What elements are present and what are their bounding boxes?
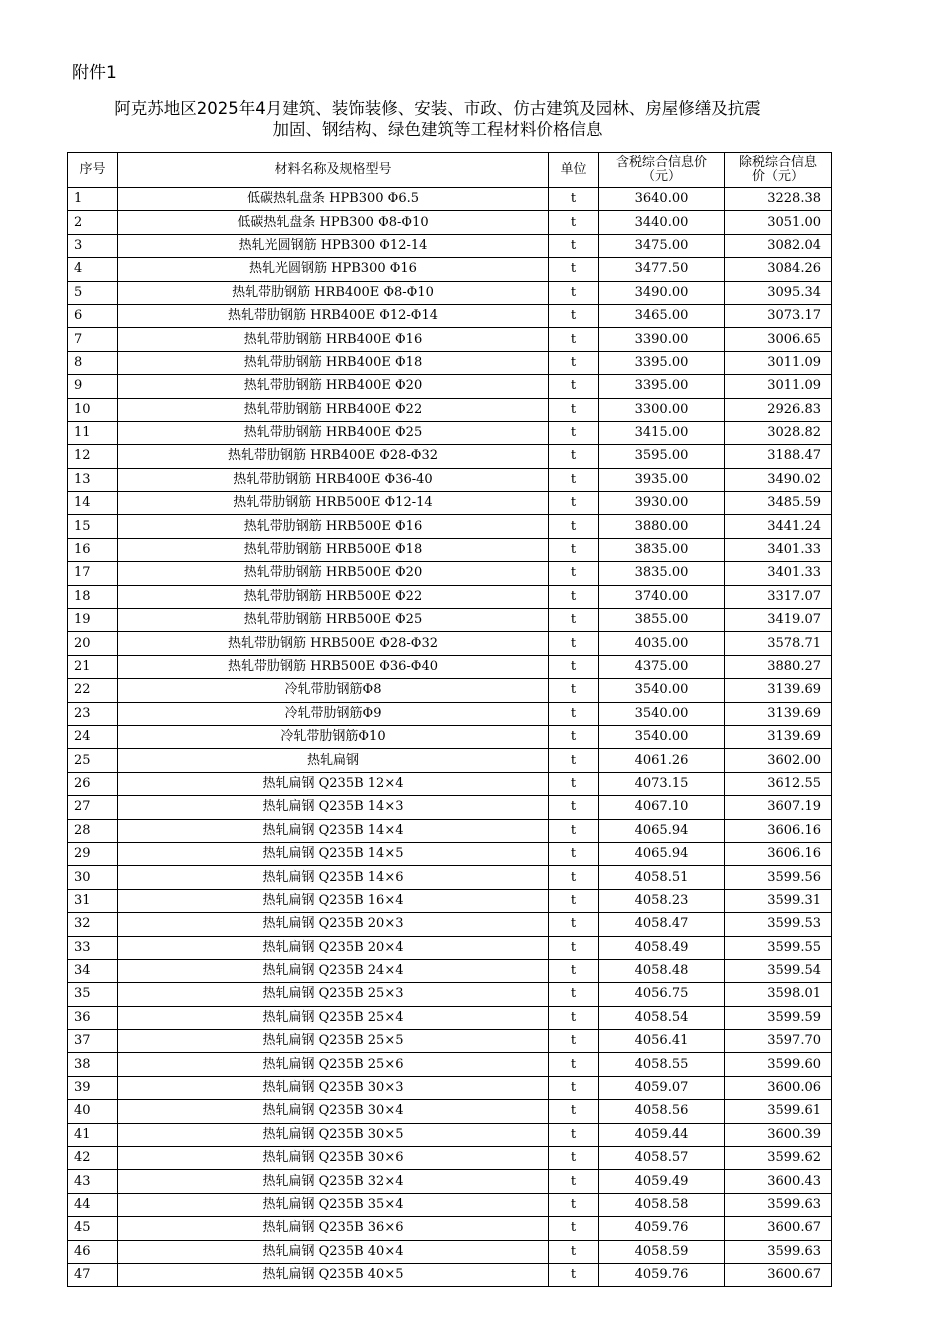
cell-unit: t <box>549 702 599 725</box>
table-row <box>68 702 832 725</box>
cell-material-name: 热轧扁钢 Q235B 20×3 <box>118 913 549 936</box>
table-row <box>68 1240 832 1263</box>
table-header-row <box>68 153 832 188</box>
table-row <box>68 468 832 491</box>
cell-price-without-tax: 3028.82 <box>725 421 832 444</box>
cell-index: 27 <box>68 796 118 819</box>
cell-material-name: 热轧扁钢 Q235B 30×6 <box>118 1147 549 1170</box>
table-row <box>68 1076 832 1099</box>
cell-price-without-tax: 3401.33 <box>725 562 832 585</box>
cell-price-without-tax: 3011.09 <box>725 375 832 398</box>
cell-price-with-tax: 4056.41 <box>599 1030 725 1053</box>
cell-unit: t <box>549 281 599 304</box>
table-row <box>68 655 832 678</box>
cell-material-name: 热轧带肋钢筋 HRB400E Φ8-Φ10 <box>118 281 549 304</box>
cell-unit: t <box>549 609 599 632</box>
cell-unit: t <box>549 725 599 748</box>
cell-price-without-tax: 3607.19 <box>725 796 832 819</box>
header-price-with-tax <box>599 153 725 188</box>
cell-material-name: 热轧带肋钢筋 HRB400E Φ16 <box>118 328 549 351</box>
cell-unit: t <box>549 796 599 819</box>
header-price-with-tax-line1: 含税综合信息价 <box>615 155 707 170</box>
cell-price-with-tax: 3395.00 <box>599 351 725 374</box>
cell-material-name: 热轧扁钢 Q235B 12×4 <box>118 772 549 795</box>
cell-unit: t <box>549 913 599 936</box>
cell-index: 20 <box>68 632 118 655</box>
cell-unit: t <box>549 749 599 772</box>
table-row <box>68 304 832 327</box>
header-unit: 单位 <box>549 153 599 188</box>
cell-price-without-tax: 3578.71 <box>725 632 832 655</box>
cell-price-with-tax: 4059.07 <box>599 1076 725 1099</box>
cell-material-name: 低碳热轧盘条 HPB300 Φ6.5 <box>118 188 549 211</box>
cell-price-with-tax: 4056.75 <box>599 983 725 1006</box>
table-row <box>68 936 832 959</box>
cell-material-name: 热轧扁钢 Q235B 36×6 <box>118 1217 549 1240</box>
cell-price-without-tax: 3599.61 <box>725 1100 832 1123</box>
cell-index: 16 <box>68 538 118 561</box>
cell-price-with-tax: 3477.50 <box>599 258 725 281</box>
cell-price-with-tax: 4058.23 <box>599 889 725 912</box>
table-row <box>68 1170 832 1193</box>
cell-index: 6 <box>68 304 118 327</box>
cell-index: 17 <box>68 562 118 585</box>
table-row <box>68 889 832 912</box>
cell-price-without-tax: 2926.83 <box>725 398 832 421</box>
table-row <box>68 421 832 444</box>
cell-price-with-tax: 4058.48 <box>599 959 725 982</box>
table-row <box>68 188 832 211</box>
header-price-without-tax-line1: 除税综合信息 <box>738 155 817 170</box>
cell-index: 1 <box>68 188 118 211</box>
cell-material-name: 热轧光圆钢筋 HPB300 Φ16 <box>118 258 549 281</box>
cell-index: 30 <box>68 866 118 889</box>
cell-price-with-tax: 4059.49 <box>599 1170 725 1193</box>
table-row <box>68 445 832 468</box>
cell-price-without-tax: 3139.69 <box>725 702 832 725</box>
cell-unit: t <box>549 936 599 959</box>
cell-price-with-tax: 4035.00 <box>599 632 725 655</box>
cell-unit: t <box>549 1217 599 1240</box>
cell-price-without-tax: 3599.54 <box>725 959 832 982</box>
cell-price-without-tax: 3011.09 <box>725 351 832 374</box>
cell-price-with-tax: 4061.26 <box>599 749 725 772</box>
cell-price-with-tax: 4058.58 <box>599 1193 725 1216</box>
cell-index: 5 <box>68 281 118 304</box>
cell-price-with-tax: 4058.47 <box>599 913 725 936</box>
cell-index: 35 <box>68 983 118 1006</box>
cell-material-name: 冷轧带肋钢筋Φ9 <box>118 702 549 725</box>
cell-index: 42 <box>68 1147 118 1170</box>
cell-index: 26 <box>68 772 118 795</box>
table-row <box>68 492 832 515</box>
cell-price-without-tax: 3051.00 <box>725 211 832 234</box>
cell-index: 4 <box>68 258 118 281</box>
table-row <box>68 351 832 374</box>
cell-index: 21 <box>68 655 118 678</box>
cell-price-with-tax: 4059.76 <box>599 1263 725 1286</box>
cell-unit: t <box>549 1123 599 1146</box>
cell-price-without-tax: 3084.26 <box>725 258 832 281</box>
cell-material-name: 热轧带肋钢筋 HRB500E Φ36-Φ40 <box>118 655 549 678</box>
cell-unit: t <box>549 1030 599 1053</box>
cell-index: 18 <box>68 585 118 608</box>
cell-unit: t <box>549 585 599 608</box>
cell-unit: t <box>549 445 599 468</box>
cell-material-name: 热轧带肋钢筋 HRB400E Φ28-Φ32 <box>118 445 549 468</box>
cell-material-name: 热轧扁钢 Q235B 20×4 <box>118 936 549 959</box>
table-row <box>68 609 832 632</box>
cell-price-with-tax: 3395.00 <box>599 375 725 398</box>
table-row <box>68 585 832 608</box>
cell-index: 33 <box>68 936 118 959</box>
cell-unit: t <box>549 188 599 211</box>
cell-price-without-tax: 3598.01 <box>725 983 832 1006</box>
cell-price-with-tax: 3490.00 <box>599 281 725 304</box>
cell-index: 10 <box>68 398 118 421</box>
cell-price-without-tax: 3441.24 <box>725 515 832 538</box>
cell-price-without-tax: 3599.63 <box>725 1240 832 1263</box>
table-row <box>68 1100 832 1123</box>
cell-material-name: 热轧扁钢 Q235B 32×4 <box>118 1170 549 1193</box>
cell-price-with-tax: 3440.00 <box>599 211 725 234</box>
cell-unit: t <box>549 772 599 795</box>
cell-price-without-tax: 3082.04 <box>725 234 832 257</box>
cell-material-name: 热轧带肋钢筋 HRB400E Φ20 <box>118 375 549 398</box>
cell-index: 39 <box>68 1076 118 1099</box>
cell-price-without-tax: 3006.65 <box>725 328 832 351</box>
cell-price-with-tax: 4059.44 <box>599 1123 725 1146</box>
table-row <box>68 819 832 842</box>
cell-material-name: 热轧扁钢 Q235B 30×4 <box>118 1100 549 1123</box>
cell-price-with-tax: 3540.00 <box>599 679 725 702</box>
cell-unit: t <box>549 234 599 257</box>
cell-price-without-tax: 3073.17 <box>725 304 832 327</box>
cell-unit: t <box>549 562 599 585</box>
cell-price-with-tax: 3935.00 <box>599 468 725 491</box>
table-row <box>68 1147 832 1170</box>
cell-price-without-tax: 3419.07 <box>725 609 832 632</box>
cell-unit: t <box>549 538 599 561</box>
cell-material-name: 热轧扁钢 Q235B 14×4 <box>118 819 549 842</box>
cell-unit: t <box>549 211 599 234</box>
cell-unit: t <box>549 1053 599 1076</box>
cell-price-with-tax: 4065.94 <box>599 842 725 865</box>
cell-unit: t <box>549 421 599 444</box>
cell-price-without-tax: 3139.69 <box>725 679 832 702</box>
cell-material-name: 热轧带肋钢筋 HRB500E Φ16 <box>118 515 549 538</box>
cell-unit: t <box>549 1006 599 1029</box>
cell-price-without-tax: 3880.27 <box>725 655 832 678</box>
cell-price-without-tax: 3600.06 <box>725 1076 832 1099</box>
cell-unit: t <box>549 398 599 421</box>
table-row <box>68 796 832 819</box>
cell-price-without-tax: 3490.02 <box>725 468 832 491</box>
cell-price-without-tax: 3401.33 <box>725 538 832 561</box>
cell-index: 25 <box>68 749 118 772</box>
cell-unit: t <box>549 1263 599 1286</box>
price-table <box>67 152 832 1287</box>
cell-price-without-tax: 3600.39 <box>725 1123 832 1146</box>
cell-index: 9 <box>68 375 118 398</box>
header-price-without-tax-line2: 价（元） <box>751 169 804 184</box>
cell-price-with-tax: 3540.00 <box>599 702 725 725</box>
cell-price-with-tax: 4058.55 <box>599 1053 725 1076</box>
cell-price-without-tax: 3600.67 <box>725 1217 832 1240</box>
cell-material-name: 热轧带肋钢筋 HRB500E Φ20 <box>118 562 549 585</box>
table-row <box>68 842 832 865</box>
cell-index: 13 <box>68 468 118 491</box>
cell-unit: t <box>549 468 599 491</box>
cell-price-with-tax: 3415.00 <box>599 421 725 444</box>
cell-price-without-tax: 3602.00 <box>725 749 832 772</box>
table-row <box>68 538 832 561</box>
cell-price-without-tax: 3599.56 <box>725 866 832 889</box>
cell-unit: t <box>549 492 599 515</box>
cell-unit: t <box>549 258 599 281</box>
table-row <box>68 1006 832 1029</box>
table-row <box>68 1263 832 1286</box>
cell-material-name: 热轧带肋钢筋 HRB400E Φ22 <box>118 398 549 421</box>
cell-index: 43 <box>68 1170 118 1193</box>
cell-material-name: 低碳热轧盘条 HPB300 Φ8-Φ10 <box>118 211 549 234</box>
cell-unit: t <box>549 1193 599 1216</box>
cell-price-without-tax: 3600.67 <box>725 1263 832 1286</box>
cell-price-without-tax: 3606.16 <box>725 819 832 842</box>
cell-price-with-tax: 3835.00 <box>599 538 725 561</box>
cell-price-with-tax: 3465.00 <box>599 304 725 327</box>
cell-material-name: 热轧带肋钢筋 HRB400E Φ25 <box>118 421 549 444</box>
cell-index: 36 <box>68 1006 118 1029</box>
cell-unit: t <box>549 866 599 889</box>
table-row <box>68 725 832 748</box>
cell-index: 19 <box>68 609 118 632</box>
cell-index: 34 <box>68 959 118 982</box>
cell-material-name: 冷轧带肋钢筋Φ10 <box>118 725 549 748</box>
cell-material-name: 热轧带肋钢筋 HRB500E Φ22 <box>118 585 549 608</box>
cell-price-with-tax: 3540.00 <box>599 725 725 748</box>
cell-price-with-tax: 4058.56 <box>599 1100 725 1123</box>
cell-material-name: 热轧扁钢 Q235B 30×5 <box>118 1123 549 1146</box>
cell-material-name: 热轧扁钢 Q235B 25×4 <box>118 1006 549 1029</box>
cell-price-with-tax: 4073.15 <box>599 772 725 795</box>
cell-price-without-tax: 3599.31 <box>725 889 832 912</box>
cell-index: 47 <box>68 1263 118 1286</box>
table-row <box>68 632 832 655</box>
table-row <box>68 328 832 351</box>
cell-index: 2 <box>68 211 118 234</box>
cell-material-name: 热轧光圆钢筋 HPB300 Φ12-14 <box>118 234 549 257</box>
table-row <box>68 749 832 772</box>
cell-index: 8 <box>68 351 118 374</box>
cell-index: 38 <box>68 1053 118 1076</box>
cell-material-name: 热轧扁钢 Q235B 40×4 <box>118 1240 549 1263</box>
cell-price-with-tax: 3475.00 <box>599 234 725 257</box>
cell-index: 31 <box>68 889 118 912</box>
cell-material-name: 热轧扁钢 Q235B 25×5 <box>118 1030 549 1053</box>
cell-price-with-tax: 4067.10 <box>599 796 725 819</box>
cell-price-with-tax: 4065.94 <box>599 819 725 842</box>
table-row <box>68 913 832 936</box>
cell-material-name: 热轧带肋钢筋 HRB400E Φ36-40 <box>118 468 549 491</box>
cell-index: 23 <box>68 702 118 725</box>
cell-material-name: 热轧扁钢 Q235B 14×5 <box>118 842 549 865</box>
cell-price-without-tax: 3599.55 <box>725 936 832 959</box>
table-row <box>68 1123 832 1146</box>
cell-material-name: 热轧扁钢 Q235B 16×4 <box>118 889 549 912</box>
cell-unit: t <box>549 819 599 842</box>
table-row <box>68 866 832 889</box>
cell-price-without-tax: 3188.47 <box>725 445 832 468</box>
cell-material-name: 热轧带肋钢筋 HRB400E Φ18 <box>118 351 549 374</box>
cell-price-without-tax: 3485.59 <box>725 492 832 515</box>
cell-price-with-tax: 4058.51 <box>599 866 725 889</box>
table-row <box>68 515 832 538</box>
cell-unit: t <box>549 1170 599 1193</box>
cell-material-name: 热轧带肋钢筋 HRB500E Φ18 <box>118 538 549 561</box>
cell-price-without-tax: 3139.69 <box>725 725 832 748</box>
table-row <box>68 1030 832 1053</box>
cell-price-with-tax: 3595.00 <box>599 445 725 468</box>
document-title-line-1: 阿克苏地区2025年4月建筑、装饰装修、安装、市政、仿古建筑及园林、房屋修缮及抗震 <box>114 99 761 118</box>
cell-price-with-tax: 3390.00 <box>599 328 725 351</box>
table-row <box>68 1053 832 1076</box>
cell-unit: t <box>549 1100 599 1123</box>
table-row <box>68 562 832 585</box>
table-row <box>68 959 832 982</box>
cell-index: 37 <box>68 1030 118 1053</box>
cell-material-name: 冷轧带肋钢筋Φ8 <box>118 679 549 702</box>
cell-index: 40 <box>68 1100 118 1123</box>
header-index: 序号 <box>68 153 118 188</box>
cell-index: 3 <box>68 234 118 257</box>
cell-unit: t <box>549 1076 599 1099</box>
cell-price-without-tax: 3599.60 <box>725 1053 832 1076</box>
cell-material-name: 热轧扁钢 Q235B 14×3 <box>118 796 549 819</box>
table-row <box>68 1217 832 1240</box>
cell-unit: t <box>549 1147 599 1170</box>
cell-price-with-tax: 3300.00 <box>599 398 725 421</box>
cell-material-name: 热轧带肋钢筋 HRB500E Φ25 <box>118 609 549 632</box>
cell-material-name: 热轧扁钢 Q235B 35×4 <box>118 1193 549 1216</box>
cell-price-with-tax: 3930.00 <box>599 492 725 515</box>
table-row <box>68 1193 832 1216</box>
cell-material-name: 热轧扁钢 Q235B 25×3 <box>118 983 549 1006</box>
cell-material-name: 热轧扁钢 Q235B 40×5 <box>118 1263 549 1286</box>
cell-price-without-tax: 3599.59 <box>725 1006 832 1029</box>
cell-price-without-tax: 3317.07 <box>725 585 832 608</box>
cell-index: 11 <box>68 421 118 444</box>
cell-price-with-tax: 3740.00 <box>599 585 725 608</box>
cell-price-without-tax: 3612.55 <box>725 772 832 795</box>
cell-unit: t <box>549 515 599 538</box>
cell-unit: t <box>549 679 599 702</box>
cell-price-without-tax: 3095.34 <box>725 281 832 304</box>
cell-price-without-tax: 3599.62 <box>725 1147 832 1170</box>
cell-price-without-tax: 3606.16 <box>725 842 832 865</box>
cell-price-without-tax: 3228.38 <box>725 188 832 211</box>
header-price-with-tax-line2: （元） <box>641 169 681 184</box>
table-row <box>68 234 832 257</box>
cell-index: 41 <box>68 1123 118 1146</box>
cell-unit: t <box>549 1240 599 1263</box>
cell-index: 45 <box>68 1217 118 1240</box>
cell-unit: t <box>549 304 599 327</box>
cell-index: 32 <box>68 913 118 936</box>
cell-price-with-tax: 4058.59 <box>599 1240 725 1263</box>
cell-material-name: 热轧扁钢 <box>118 749 549 772</box>
cell-material-name: 热轧带肋钢筋 HRB400E Φ12-Φ14 <box>118 304 549 327</box>
cell-index: 28 <box>68 819 118 842</box>
document-title-line-2: 加固、钢结构、绿色建筑等工程材料价格信息 <box>272 120 603 139</box>
cell-index: 44 <box>68 1193 118 1216</box>
table-body <box>68 188 832 1287</box>
cell-price-with-tax: 4059.76 <box>599 1217 725 1240</box>
cell-price-with-tax: 3880.00 <box>599 515 725 538</box>
cell-unit: t <box>549 375 599 398</box>
cell-index: 15 <box>68 515 118 538</box>
table-row <box>68 679 832 702</box>
cell-price-with-tax: 4058.54 <box>599 1006 725 1029</box>
cell-unit: t <box>549 983 599 1006</box>
cell-index: 22 <box>68 679 118 702</box>
cell-price-with-tax: 4375.00 <box>599 655 725 678</box>
table-row <box>68 258 832 281</box>
table-row <box>68 983 832 1006</box>
table-row <box>68 375 832 398</box>
table-row <box>68 398 832 421</box>
cell-price-without-tax: 3600.43 <box>725 1170 832 1193</box>
cell-price-without-tax: 3597.70 <box>725 1030 832 1053</box>
table-row <box>68 772 832 795</box>
cell-material-name: 热轧扁钢 Q235B 14×6 <box>118 866 549 889</box>
cell-price-with-tax: 3640.00 <box>599 188 725 211</box>
cell-index: 46 <box>68 1240 118 1263</box>
cell-material-name: 热轧带肋钢筋 HRB500E Φ12-14 <box>118 492 549 515</box>
cell-unit: t <box>549 632 599 655</box>
cell-price-with-tax: 4058.57 <box>599 1147 725 1170</box>
cell-material-name: 热轧扁钢 Q235B 24×4 <box>118 959 549 982</box>
cell-price-with-tax: 3835.00 <box>599 562 725 585</box>
cell-unit: t <box>549 655 599 678</box>
cell-index: 12 <box>68 445 118 468</box>
cell-index: 29 <box>68 842 118 865</box>
cell-unit: t <box>549 889 599 912</box>
cell-price-with-tax: 4058.49 <box>599 936 725 959</box>
cell-unit: t <box>549 328 599 351</box>
attachment-label: 附件1 <box>72 63 117 83</box>
cell-price-with-tax: 3855.00 <box>599 609 725 632</box>
cell-material-name: 热轧扁钢 Q235B 25×6 <box>118 1053 549 1076</box>
cell-index: 24 <box>68 725 118 748</box>
cell-unit: t <box>549 842 599 865</box>
cell-material-name: 热轧扁钢 Q235B 30×3 <box>118 1076 549 1099</box>
cell-unit: t <box>549 959 599 982</box>
header-material-name: 材料名称及规格型号 <box>118 153 549 188</box>
cell-price-without-tax: 3599.53 <box>725 913 832 936</box>
cell-unit: t <box>549 351 599 374</box>
table-row <box>68 281 832 304</box>
cell-price-without-tax: 3599.63 <box>725 1193 832 1216</box>
cell-material-name: 热轧带肋钢筋 HRB500E Φ28-Φ32 <box>118 632 549 655</box>
cell-index: 7 <box>68 328 118 351</box>
header-price-without-tax <box>725 153 832 188</box>
table-row <box>68 211 832 234</box>
cell-index: 14 <box>68 492 118 515</box>
